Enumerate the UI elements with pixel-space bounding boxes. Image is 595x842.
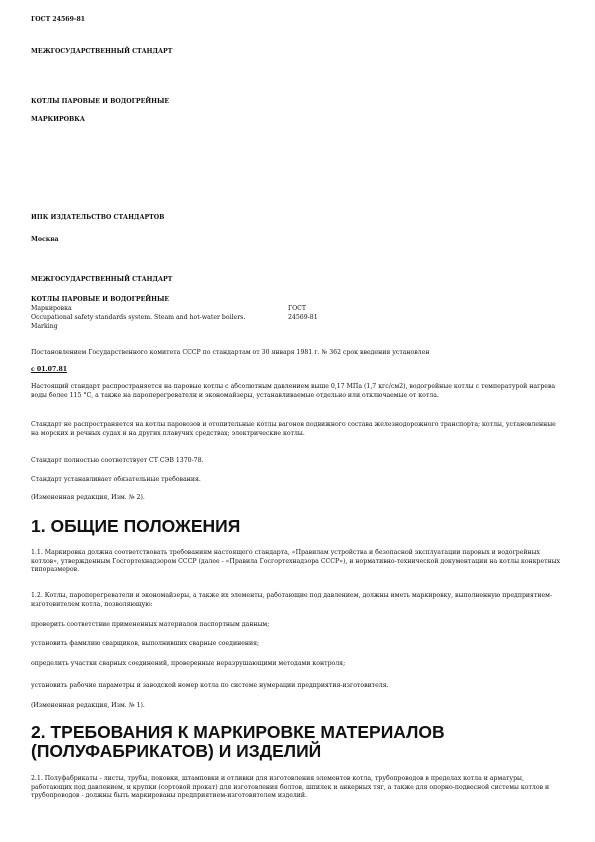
section-2-heading-line1: 2. ТРЕБОВАНИЯ К МАРКИРОВКЕ МАТЕРИАЛОВ — [31, 722, 445, 742]
section-2-heading-line2: (ПОЛУФАБРИКАТОВ) И ИЗДЕЛИЙ — [31, 741, 322, 761]
title-block-gost-label: ГОСТ — [288, 305, 307, 312]
gost-code: ГОСТ 24569-81 — [31, 16, 86, 23]
title-block-name-ru: КОТЛЫ ПАРОВЫЕ И ВОДОГРЕЙНЫЕ — [31, 296, 170, 303]
document-title-line1: КОТЛЫ ПАРОВЫЕ И ВОДОГРЕЙНЫЕ — [31, 98, 170, 105]
title-block-subtitle-ru: Маркировка — [31, 305, 72, 312]
list-item: определить участки сварных соединений, проверенные неразрушающими методами контроля; — [31, 660, 346, 667]
section-1-heading: 1. ОБЩИЕ ПОЛОЖЕНИЯ — [31, 516, 241, 536]
decree-text: Постановлением Государственного комитета СССР по стандартам от 30 января 1981 г. № 362 срок введения установлен — [31, 349, 430, 356]
amendment-note-2: (Измененная редакция, Изм. № 1). — [31, 702, 145, 709]
effective-date: с 01.07.81 — [31, 366, 68, 373]
mandatory-text: Стандарт устанавливает обязательные требования. — [31, 476, 201, 483]
conformity-text: Стандарт полностью соответствует СТ СЭВ 1370-78. — [31, 457, 204, 464]
title-block-gost-number: 24569-81 — [288, 314, 318, 321]
title-block-interstate-standard: МЕЖГОСУДАРСТВЕННЫЙ СТАНДАРТ — [31, 276, 173, 283]
paragraph-1-2: 1.2. Котлы, пароперегреватели и экономайзеры, а также их элементы, работающие под давлением, должны иметь маркировку, выполненную предприятием-изготовителем котла, позволяющую: — [31, 592, 553, 608]
paragraph-1-1: 1.1. Маркировка должна соответствовать требованиям настоящего стандарта, «Правилам устройства и безопасной эксплуатации паровых и водогрейных котлов», утвержденным Госгортехнадзором СССР (далее - «Правила Госгортехнадзора СССР»), и нормативно-технической документации на котлы конкретных типоразмеров. — [31, 549, 561, 574]
publisher: ИПК ИЗДАТЕЛЬСТВО СТАНДАРТОВ — [31, 214, 165, 221]
paragraph-2-1: 2.1. Полуфабрикаты - листы, трубы, поковки, штамповки и отливки для изготовления элементов котла, трубопроводов в пределах котла и арматуры, работающих под давлением, и крупки (сортовой прокат) для изготовления болтов, шпилек и анкерных тяг, а также для опорно-подвесной системы котлов и трубопроводов - должны быть маркированы предприятием-изготовителем изделий. — [31, 775, 550, 800]
scope-paragraph-1: Настоящий стандарт распространяется на паровые котлы с абсолютным давлением выше 0,17 МПа (1,7 кгс/см2), водогрейные котлы с температурой нагрева воды более 115 °С, а также на пароперегреватели и экономайзеры, устанавливаемые отдельно или отключаемые от котла. — [31, 383, 556, 399]
city: Москва — [31, 236, 59, 243]
list-item: установить фамилию сварщиков, выполнивших сварные соединения; — [31, 640, 260, 647]
scope-paragraph-2: Стандарт не распространяется на котлы паровозов и отопительные котлы вагонов подвижного состава железнодорожного транспорта; котлы, установленные на морских и речных судах и на других плавучих средствах; электрические котлы. — [31, 421, 556, 437]
title-block-name-en-line2: Marking — [31, 323, 58, 330]
amendment-note-1: (Измененная редакция, Изм. № 2). — [31, 494, 145, 501]
document-title-line2: МАРКИРОВКА — [31, 116, 85, 123]
interstate-standard-heading: МЕЖГОСУДАРСТВЕННЫЙ СТАНДАРТ — [31, 48, 173, 55]
list-item: проверить соответствие примененных материалов паспортным данным; — [31, 621, 270, 628]
title-block-name-en-line1: Occupational safety standards system. Steam and hot-water boilers. — [31, 314, 246, 321]
list-item: установить рабочие параметры и заводской номер котла по системе нумерации предприятия-изготовителя. — [31, 682, 389, 689]
